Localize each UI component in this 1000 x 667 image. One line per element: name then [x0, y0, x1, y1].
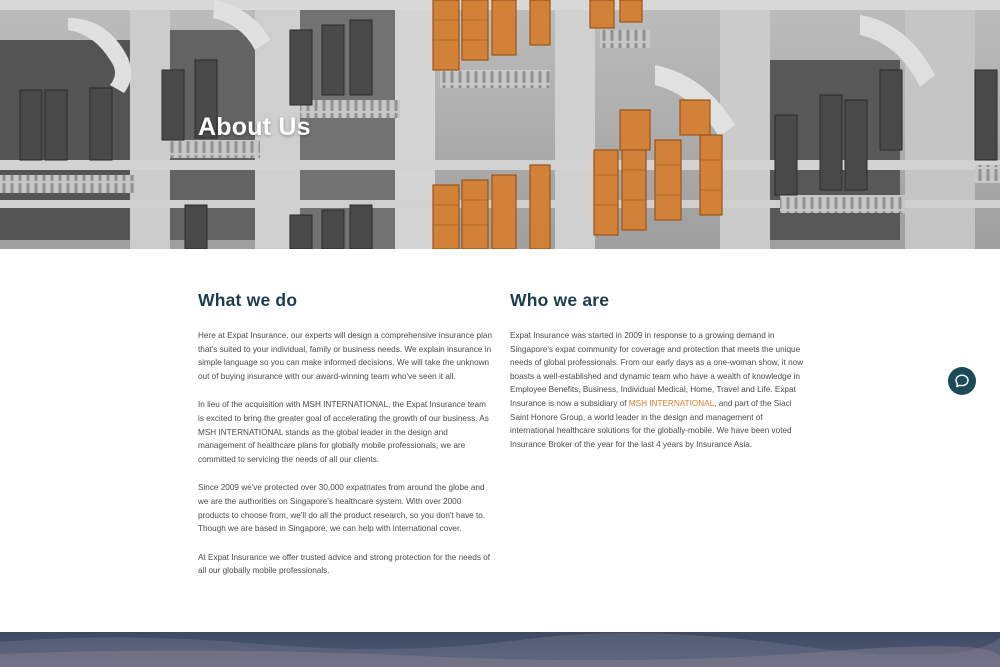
what-we-do-heading: What we do: [198, 290, 298, 310]
who-we-are-heading: Who we are: [510, 290, 610, 310]
footer-hero-image: [0, 632, 1000, 667]
chat-bubble-icon: [954, 373, 970, 389]
what-we-do-paragraph: In lieu of the acquisition with MSH INTERNATIONAL, the Expat Insurance team is excited to bring the greater goal of accelerating the growth of our business. As MSH INTERNATIONAL stands as the global leader in the design and management of healthcare plans for globally mobile professionals, we are committed to servicing the needs of all our clients.: [198, 400, 489, 464]
what-we-do-paragraph: At Expat Insurance we offer trusted advice and strong protection for the needs of all our globally mobile professionals.: [198, 552, 491, 576]
who-we-are-paragraph: [510, 329, 806, 451]
chat-button[interactable]: [948, 367, 976, 395]
who-we-are-section: [510, 290, 806, 466]
hero-banner: [0, 0, 1000, 249]
what-we-do-paragraph: Here at Expat Insurance, our experts will design a comprehensive insurance plan that's suited to your individual, family or business needs. We explain insurance in simple language so you can make informed decisions. We will take the unknown out of buying insurance with our award-winning team who've seen it all.: [198, 331, 492, 381]
who-we-are-text: Expat Insurance was started in 2009 in response to a growing demand in Singapore's expat community for coverage and protection that meets the unique needs of global professionals. From our early days as a one-woman show, it now boasts a well-established and dynamic team who have a wealth of knowledge in Employee Benefits, Business, Individual Medical, Home, Travel and Life. Expat Insurance is now a subsidiary of: [510, 331, 804, 408]
who-we-are-text-end: , and part of the Siaci Saint Honore Group, a world leader in the design and management of international healthcare solutions for the globally-mobile. We have been voted Insurance Broker of the year for the last 4 years by Insurance Asia.: [510, 398, 792, 449]
msh-international-link[interactable]: MSH INTERNATIONAL: [628, 398, 715, 408]
what-we-do-section: [198, 290, 494, 593]
footer-sky-image: [0, 632, 1000, 667]
what-we-do-paragraph: Since 2009 we've protected over 30,000 expatriates from around the globe and we are the authorities on Singapore's healthcare system. With over 2000 products to choose from, we'll do all the product research, so you don't have to. Though we are based in Singapore, we can help with international cover.: [198, 483, 486, 534]
hero-building-image: [0, 0, 1000, 249]
page-title: About Us: [198, 113, 311, 141]
